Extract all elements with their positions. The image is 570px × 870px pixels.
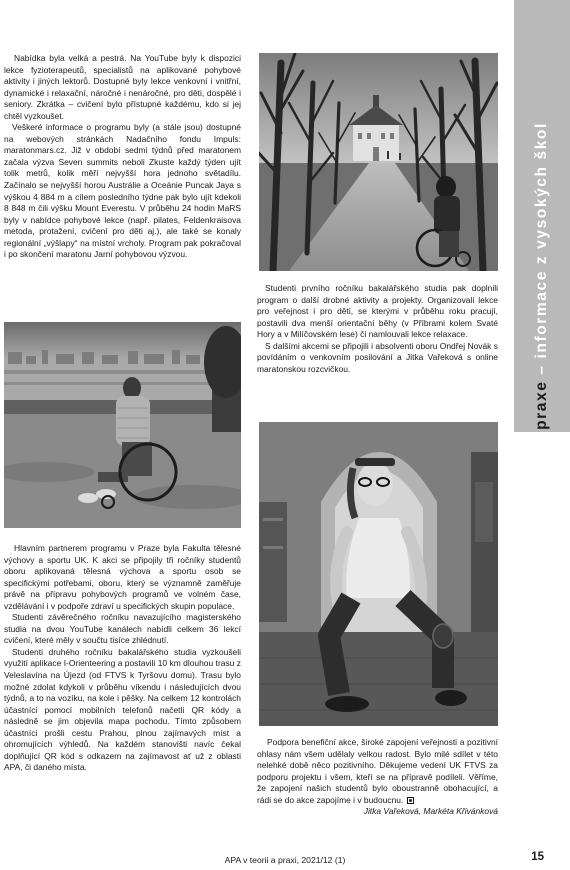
section-tab-strong: praxe <box>533 380 550 430</box>
paragraph: S dalšími akcemi se připojili i absolventi oboru Ondřej Novák s povídáním o venkovním posilování a Jitka Vařeková s online maratonskou rozcvičkou. <box>257 340 498 374</box>
paragraph: Veškeré informace o programu byly (a stále jsou) dostupné na webových stránkách Nadačního fondu Impuls: maratonmars.cz. Již v období sedmi týdnů před maratonem začala výzva Seven summits neboli Zkuste každý týden ujít tolik metrů, kolik měří nejvyšší hora jednoho světadílu. Začínalo se nejvyšší horou Austrálie a Oceánie Puncak Jaya s výškou 4 884 m a cílem posledního týdne pak bylo ujít kdekoli 8 848 m čili výšku Mount Everestu. V průběhu 24 hodin MaRS byly v nabídce pohybové lekce (např. pilates, Feldenkraisova metoda, protažení, cvičení pro děti aj.), ale také se konaly regionální „výšlapy“ na místní vrcholy. Program pak pokračoval i po skončení maratonu Jarní pohybovou výzvou. <box>4 122 241 260</box>
photo-instructor-indoor <box>259 422 498 726</box>
paragraph: Studenti závěrečného ročníku navazujícího magisterského studia na dvou YouTube kanálech nabídli celkem 36 lekcí cvičení, které měly v součtu tisíce zhlédnutí. <box>4 612 241 646</box>
footer-journal-title: APA v teorii a praxi, 2021/12 (1) <box>224 855 346 865</box>
paragraph: Nabídka byla velká a pestrá. Na YouTube byly k dispozici lekce fyzioterapeutů, specialistů na aplikované pohybové aktivity i jiných lektorů. Dostupné byly lekce venkovní i vnitřní, dynamické i relaxační, náročné i nenáročné, pro děti, dospělé i seniory. Zkrátka – cvičení bylo přístupné každému, kdo si jej chtěl vyzkoušet. <box>4 53 241 121</box>
paragraph: Studenti druhého ročníku bakalářského studia vyzkoušeli využití aplikace I-Orienteering a postavili 10 km dlouhou trasu z Veleslavína na Újezd (od FTVS k Tyršovu domu). Trasu bylo možné zdolat kdykoli v průběhu víkendu i následujících dvou týdnů, a to na vozíku, na kole i pěšky. Na celkem 12 kontrolách účastníci pomocí mobilních telefonů načetli QR kódy a následně se jim objevila mapa pochodu. Tímto způsobem účastníci prošli cestu Prahou, plnou zajímavých míst a ohromujících výhledů. Na každém stanovišti navíc čekal doplňující QR kód s odkazem na zajímavost ať už z oblasti APA, či daného místa. <box>4 646 241 773</box>
article-text-right-top <box>257 283 498 375</box>
section-tab-rest: – informace z vysokých škol <box>533 122 550 381</box>
page-number: 15 <box>531 851 544 863</box>
section-tab-label <box>533 122 551 430</box>
photo-terrace-prague-view <box>4 322 241 528</box>
end-of-article-icon <box>407 797 414 804</box>
article-text-right-bottom <box>257 737 498 818</box>
article-text-left-bottom <box>4 543 241 774</box>
paragraph: Hlavním partnerem programu v Praze byla Fakulta tělesné výchovy a sportu UK. K akci se připojily tři ročníky studentů oboru aplikovaná tělesná výchova a sportu osob se specifickými potřebami, oboru, který se významně zaměřuje právě na přípravu pohybových programů ve volném čase, vzdělávání i v podpoře zdraví u specifických skupin populace. <box>4 543 241 611</box>
article-text-left-top <box>4 53 241 261</box>
paragraph <box>257 737 498 806</box>
author-signature: Jitka Vařeková, Markéta Křivánková <box>363 806 498 817</box>
paragraph: Studenti prvního ročníku bakalářského studia pak doplnili program o další drobné aktivity a projekty. Organizovali lekce pro veřejnost i pro děti, se kterými v průběhu roku pracují, postavili dva menší orientační běhy (v Příbrami kolem Svaté Hory a v Milíčovském lese) či namlouvali lekce relaxace. <box>257 283 498 340</box>
photo-park-avenue <box>259 53 498 271</box>
paragraph-text: Podpora benefiční akce, široké zapojení veřejnosti a pozitivní ohlasy nám všem udělaly velkou radost. Bylo milé sdílet v této nelehké době něco pozitivního. Děkujeme vedení UK FTVS za podporu projektu i všem, kteří se na přípravě podíleli. Věříme, že zapojení našich studentů bylo oboustranně obohacující, a rádi se do akce zapojíme i v budoucnu. <box>257 737 498 805</box>
